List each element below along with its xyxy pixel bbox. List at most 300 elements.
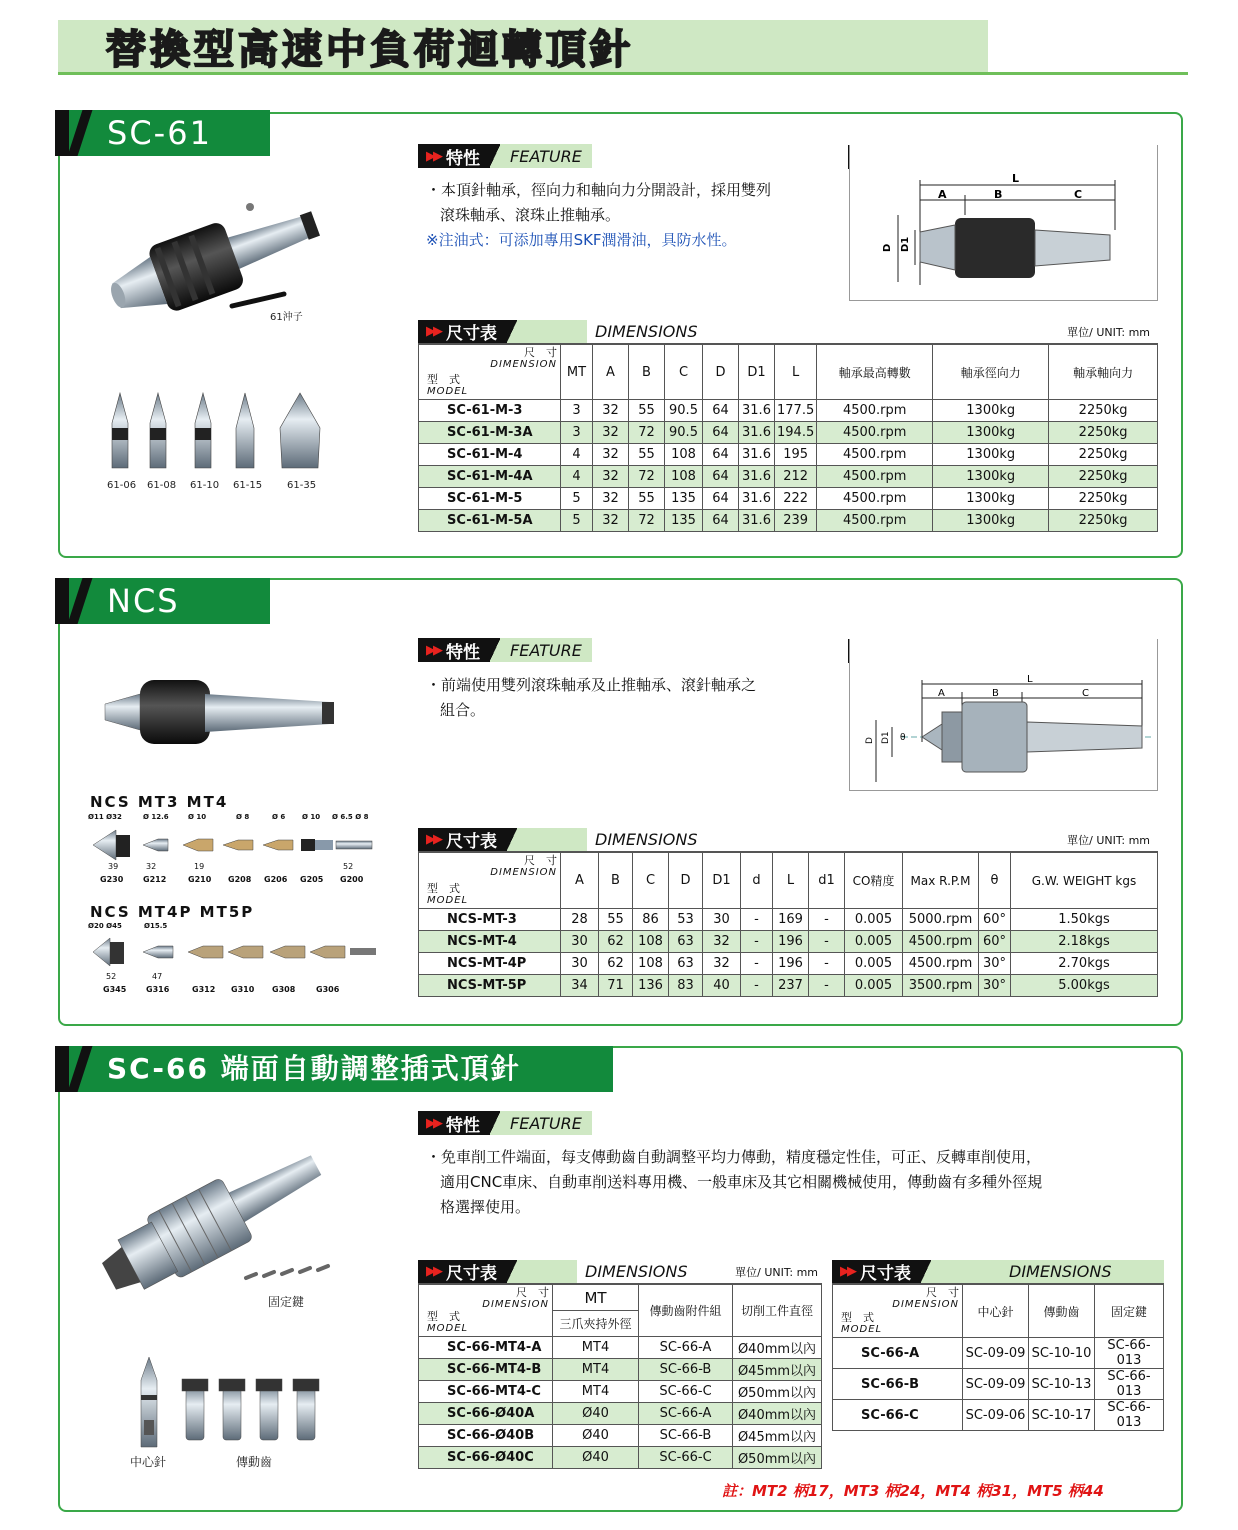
col-header: CO精度 — [845, 853, 903, 909]
value-cell: 32 — [593, 400, 629, 422]
value-cell: 3500.rpm — [903, 975, 979, 997]
part-caption: Ø20 Ø45 — [88, 922, 122, 930]
table-row — [419, 444, 1158, 466]
table-row — [419, 510, 1158, 532]
value-cell: 1300kg — [933, 488, 1049, 510]
value-cell: 4500.rpm — [903, 953, 979, 975]
ncs-product-image — [100, 672, 340, 752]
value-cell: 195 — [775, 444, 817, 466]
model-cell: SC-66-Ø40A — [419, 1403, 553, 1425]
value-cell: SC-10-10 — [1029, 1338, 1095, 1369]
feature-line: ・免車削工件端面，每支傳動齒自動調整平均力傳動，精度穩定性佳，可正、反轉車削使用， — [426, 1148, 1042, 1166]
part-caption: G210 — [188, 875, 212, 884]
value-cell: 4500.rpm — [817, 400, 933, 422]
value-cell: SC-10-17 — [1029, 1400, 1095, 1431]
table-row — [419, 422, 1158, 444]
ncs-set1-codes — [88, 862, 378, 887]
value-cell: 5 — [561, 488, 593, 510]
sc61-dimension-table — [418, 344, 1158, 532]
value-cell: 72 — [629, 510, 665, 532]
value-cell: 4500.rpm — [903, 931, 979, 953]
feature-note: ※注油式：可添加專用SKF潤滑油，具防水性。 — [426, 231, 737, 249]
value-cell: Ø40 — [553, 1403, 639, 1425]
col-header: MT — [561, 345, 593, 400]
value-cell: 55 — [629, 488, 665, 510]
feature-line: 組合。 — [440, 701, 486, 719]
value-cell: 194.5 — [775, 422, 817, 444]
table-corner: 尺 寸 DIMENSION 型 式 MODEL — [419, 1285, 553, 1337]
value-cell: 108 — [633, 931, 669, 953]
value-cell: 108 — [633, 953, 669, 975]
model-cell: SC-66-Ø40C — [419, 1447, 553, 1469]
model-cell: SC-61-M-5 — [419, 488, 561, 510]
value-cell: 64 — [703, 422, 739, 444]
sc66-feature-text — [426, 1145, 1166, 1220]
value-cell: 30° — [979, 953, 1011, 975]
value-cell: 212 — [775, 466, 817, 488]
part-caption: G316 — [146, 985, 170, 994]
value-cell: 32 — [593, 422, 629, 444]
col-header: C — [665, 345, 703, 400]
table-corner: 尺 寸 DIMENSION 型 式 MODEL — [833, 1285, 963, 1338]
dim-letter: B — [994, 188, 1003, 201]
value-cell: 63 — [669, 953, 703, 975]
model-cell: SC-66-C — [833, 1400, 963, 1431]
dim-letter: L — [1012, 172, 1020, 185]
sc61-tab: SC-61 — [55, 110, 270, 156]
value-cell: 32 — [593, 488, 629, 510]
model-cell: SC-66-B — [833, 1369, 963, 1400]
value-cell: 31.6 — [739, 466, 775, 488]
part-caption: G230 — [100, 875, 124, 884]
part-caption: G306 — [316, 985, 340, 994]
model-cell: NCS-MT-5P — [419, 975, 561, 997]
value-cell: 4500.rpm — [817, 422, 933, 444]
table-row — [419, 1381, 822, 1403]
value-cell: 1300kg — [933, 400, 1049, 422]
model-cell: SC-61-M-4A — [419, 466, 561, 488]
page-title: 替換型高速中負荷迴轉頂針 — [106, 27, 634, 73]
value-cell: 31.6 — [739, 400, 775, 422]
footnote: 註：MT2 柄17，MT3 柄24，MT4 柄31，MT5 柄44 — [722, 1482, 1104, 1500]
value-cell: - — [741, 953, 773, 975]
value-cell: 2250kg — [1049, 466, 1158, 488]
col-header: D1 — [703, 853, 741, 909]
value-cell: 222 — [775, 488, 817, 510]
value-cell: 60° — [979, 931, 1011, 953]
col-header: D — [669, 853, 703, 909]
dim-letter: θ — [900, 733, 906, 743]
value-cell: Ø45mm以內 — [733, 1359, 822, 1381]
part-caption: Ø 8 — [236, 813, 250, 821]
value-cell: 64 — [703, 400, 739, 422]
col-header: 軸承軸向力 — [1049, 345, 1158, 400]
value-cell: 177.5 — [775, 400, 817, 422]
value-cell: 5000.rpm — [903, 909, 979, 931]
value-cell: SC-66-C — [639, 1381, 733, 1403]
value-cell: SC-09-09 — [963, 1369, 1029, 1400]
value-cell: 4500.rpm — [817, 488, 933, 510]
fixed-key-label: 固定鍵 — [268, 1295, 305, 1309]
value-cell: 31.6 — [739, 510, 775, 532]
value-cell: SC-66-B — [639, 1359, 733, 1381]
value-cell: SC-66-013 — [1095, 1338, 1164, 1369]
ncs-tab: NCS — [55, 578, 270, 624]
value-cell: 55 — [629, 400, 665, 422]
dim-letter: A — [938, 188, 947, 201]
fixed-key-image — [240, 1258, 335, 1288]
value-cell: 32 — [593, 466, 629, 488]
col-header: d — [741, 853, 773, 909]
col-header: L — [773, 853, 809, 909]
value-cell: SC-66-013 — [1095, 1369, 1164, 1400]
sc66-feature-header: ▶▶ 特性 FEATURE — [418, 1111, 613, 1135]
value-cell: 108 — [665, 444, 703, 466]
table-row — [833, 1369, 1164, 1400]
col-header: θ — [979, 853, 1011, 909]
ncs-feature-header: ▶▶ 特性 FEATURE — [418, 638, 613, 662]
value-cell: 32 — [703, 953, 741, 975]
table-corner: 尺 寸 DIMENSION 型 式 MODEL — [419, 853, 561, 909]
dim-letter: C — [1082, 688, 1089, 699]
value-cell: 0.005 — [845, 975, 903, 997]
drive-teeth-label: 傳動齒 — [236, 1455, 273, 1469]
value-cell: 2250kg — [1049, 444, 1158, 466]
value-cell: 239 — [775, 510, 817, 532]
value-cell: 30° — [979, 975, 1011, 997]
value-cell: MT4 — [553, 1337, 639, 1359]
value-cell: 4500.rpm — [817, 466, 933, 488]
double-arrow-icon: ▶▶ — [840, 1264, 854, 1279]
part-caption: G308 — [272, 985, 296, 994]
dimension-number: 52 — [343, 862, 354, 871]
value-cell: 2.70kgs — [1011, 953, 1158, 975]
sc61-feature-header: ▶▶ 特性 FEATURE — [418, 144, 613, 168]
part-caption: G200 — [340, 875, 364, 884]
col-header: C — [633, 853, 669, 909]
value-cell: 1300kg — [933, 422, 1049, 444]
value-cell: 5.00kgs — [1011, 975, 1158, 997]
ncs-dimension-table — [418, 852, 1158, 997]
value-cell: Ø50mm以內 — [733, 1447, 822, 1469]
value-cell: 135 — [665, 488, 703, 510]
model-cell: NCS-MT-4 — [419, 931, 561, 953]
ncs-set1-diameters — [88, 813, 378, 825]
double-arrow-icon: ▶▶ — [426, 148, 440, 164]
value-cell: 5 — [561, 510, 593, 532]
model-cell: NCS-MT-3 — [419, 909, 561, 931]
sc61-drawing-svg — [870, 170, 1155, 295]
table-row — [419, 466, 1158, 488]
part-caption: G206 — [264, 875, 288, 884]
value-cell: 31.6 — [739, 422, 775, 444]
value-cell: 196 — [773, 931, 809, 953]
part-caption: Ø11 Ø32 — [88, 813, 122, 821]
part-caption: Ø 12.6 — [143, 813, 169, 821]
value-cell: Ø40mm以內 — [733, 1403, 822, 1425]
part-caption: G205 — [300, 875, 324, 884]
value-cell: 1300kg — [933, 510, 1049, 532]
col-header: 傳動齒 — [1029, 1285, 1095, 1338]
value-cell: 55 — [629, 444, 665, 466]
value-cell: - — [809, 931, 845, 953]
sc66-table2-header: ▶▶ 尺寸表 DIMENSIONS — [832, 1260, 1164, 1284]
value-cell: 2.18kgs — [1011, 931, 1158, 953]
col-header: A — [593, 345, 629, 400]
part-caption: G310 — [231, 985, 255, 994]
value-cell: 1300kg — [933, 444, 1049, 466]
value-cell: 4 — [561, 466, 593, 488]
value-cell: 62 — [599, 931, 633, 953]
value-cell: 30 — [561, 953, 599, 975]
value-cell: 90.5 — [665, 422, 703, 444]
col-header: Max R.P.M — [903, 853, 979, 909]
value-cell: 4500.rpm — [817, 444, 933, 466]
value-cell: 2250kg — [1049, 488, 1158, 510]
dim-letter: L — [1027, 674, 1033, 685]
dim-letter: B — [992, 688, 999, 699]
value-cell: MT4 — [553, 1381, 639, 1403]
col-header: D — [703, 345, 739, 400]
dimension-number: 52 — [106, 972, 117, 981]
col-header: B — [599, 853, 633, 909]
table-row — [419, 488, 1158, 510]
col-header: MT — [553, 1285, 639, 1311]
part-caption: Ø15.5 — [144, 922, 168, 930]
col-header: 中心針 — [963, 1285, 1029, 1338]
value-cell: 64 — [703, 510, 739, 532]
tip-label: 61-06 — [107, 480, 137, 491]
value-cell: SC-66-013 — [1095, 1400, 1164, 1431]
value-cell: 40 — [703, 975, 741, 997]
model-cell: NCS-MT-4P — [419, 953, 561, 975]
model-cell: SC-66-MT4-A — [419, 1337, 553, 1359]
value-cell: 32 — [703, 931, 741, 953]
ncs-feature-text — [426, 673, 846, 723]
value-cell: 136 — [633, 975, 669, 997]
value-cell: MT4 — [553, 1359, 639, 1381]
col-header: G.W. WEIGHT kgs — [1011, 853, 1158, 909]
dimension-number: 39 — [108, 862, 119, 871]
sc61-tips-image — [100, 388, 330, 473]
ncs-set2-codes — [88, 972, 378, 997]
value-cell: 32 — [593, 510, 629, 532]
table-row — [419, 1425, 822, 1447]
value-cell: Ø40mm以內 — [733, 1337, 822, 1359]
punch-image — [228, 290, 288, 310]
value-cell: 71 — [599, 975, 633, 997]
double-arrow-icon: ▶▶ — [426, 832, 440, 847]
col-header: B — [629, 345, 665, 400]
table-row — [419, 931, 1158, 953]
dim-letter: C — [1074, 188, 1083, 201]
dim-letter: D — [882, 243, 893, 252]
value-cell: 64 — [703, 444, 739, 466]
value-cell: 1.50kgs — [1011, 909, 1158, 931]
ncs-drawing-svg — [862, 672, 1152, 787]
drive-teeth-image — [178, 1375, 328, 1445]
dimension-number: 32 — [146, 862, 157, 871]
col-header: A — [561, 853, 599, 909]
value-cell: 3 — [561, 422, 593, 444]
value-cell: 30 — [703, 909, 741, 931]
tip-label: 61-10 — [190, 480, 220, 491]
value-cell: 32 — [593, 444, 629, 466]
part-caption: Ø 10 — [188, 813, 207, 821]
sc61-feature-text — [426, 178, 846, 253]
value-cell: 62 — [599, 953, 633, 975]
model-cell: SC-66-MT4-C — [419, 1381, 553, 1403]
value-cell: SC-66-B — [639, 1425, 733, 1447]
table-row — [419, 400, 1158, 422]
value-cell: 90.5 — [665, 400, 703, 422]
value-cell: 4 — [561, 444, 593, 466]
tip-label: 61-08 — [147, 480, 177, 491]
part-caption: G345 — [103, 985, 127, 994]
value-cell: 0.005 — [845, 953, 903, 975]
value-cell: - — [741, 975, 773, 997]
dim-letter: A — [938, 688, 945, 699]
ncs-set2-image — [88, 934, 378, 974]
value-cell: - — [809, 953, 845, 975]
value-cell: Ø45mm以內 — [733, 1425, 822, 1447]
value-cell: 2250kg — [1049, 400, 1158, 422]
table-row — [419, 909, 1158, 931]
ncs-set1-image — [88, 825, 378, 870]
double-arrow-icon: ▶▶ — [426, 324, 440, 339]
value-cell: 86 — [633, 909, 669, 931]
double-arrow-icon: ▶▶ — [426, 1115, 440, 1131]
feature-line: 格選擇使用。 — [440, 1198, 531, 1216]
value-cell: 55 — [599, 909, 633, 931]
value-cell: SC-66-A — [639, 1337, 733, 1359]
value-cell: SC-09-06 — [963, 1400, 1029, 1431]
col-header: 切削工件直徑 — [733, 1285, 822, 1337]
tip-label: 61-15 — [233, 480, 263, 491]
value-cell: 34 — [561, 975, 599, 997]
col-header: d1 — [809, 853, 845, 909]
value-cell: 63 — [669, 931, 703, 953]
ncs-table-header: ▶▶ 尺寸表 DIMENSIONS 單位/ UNIT: mm — [418, 828, 1158, 852]
value-cell: - — [741, 931, 773, 953]
value-cell: 2250kg — [1049, 510, 1158, 532]
feature-line: ・前端使用雙列滾珠軸承及止推軸承、滾針軸承之 — [426, 676, 757, 694]
value-cell: 135 — [665, 510, 703, 532]
feature-line: ・本頂針軸承，徑向力和軸向力分開設計，採用雙列 — [426, 181, 772, 199]
model-cell: SC-61-M-5A — [419, 510, 561, 532]
table-row — [419, 975, 1158, 997]
value-cell: 72 — [629, 466, 665, 488]
value-cell: 64 — [703, 488, 739, 510]
center-pin-label: 中心針 — [130, 1455, 167, 1469]
sc61-table-header: ▶▶ 尺寸表 DIMENSIONS 單位/ UNIT: mm — [418, 320, 1158, 344]
sc66-accessory-table — [832, 1284, 1164, 1431]
value-cell: 196 — [773, 953, 809, 975]
part-caption: Ø 10 — [302, 813, 321, 821]
value-cell: SC-09-09 — [963, 1338, 1029, 1369]
value-cell: 72 — [629, 422, 665, 444]
ncs-set2-diameters — [88, 922, 378, 934]
ncs-set1-title: NCS MT3 MT4 — [90, 793, 229, 811]
value-cell: - — [809, 909, 845, 931]
punch-label: 61沖子 — [270, 312, 303, 323]
dim-letter: D — [865, 737, 875, 744]
value-cell: 3 — [561, 400, 593, 422]
value-cell: 30 — [561, 931, 599, 953]
col-header: 軸承最高轉數 — [817, 345, 933, 400]
table-row — [419, 1447, 822, 1469]
tip-label: 61-35 — [287, 480, 317, 491]
model-cell: SC-66-Ø40B — [419, 1425, 553, 1447]
value-cell: 1300kg — [933, 466, 1049, 488]
value-cell: 169 — [773, 909, 809, 931]
value-cell: 28 — [561, 909, 599, 931]
col-header: L — [775, 345, 817, 400]
dimension-number: 47 — [152, 972, 163, 981]
value-cell: Ø40 — [553, 1425, 639, 1447]
part-caption: G312 — [192, 985, 216, 994]
col-header: D1 — [739, 345, 775, 400]
value-cell: 237 — [773, 975, 809, 997]
value-cell: 60° — [979, 909, 1011, 931]
part-caption: Ø 6 — [272, 813, 286, 821]
dim-letter: D1 — [900, 236, 911, 252]
table-row — [419, 1337, 822, 1359]
sc66-table1-header: ▶▶ 尺寸表 DIMENSIONS 單位/ UNIT: mm — [418, 1260, 822, 1284]
value-cell: SC-66-A — [639, 1403, 733, 1425]
table-row — [419, 1403, 822, 1425]
value-cell: 2250kg — [1049, 422, 1158, 444]
col-header: 固定鍵 — [1095, 1285, 1164, 1338]
value-cell: - — [809, 975, 845, 997]
model-cell: SC-61-M-3A — [419, 422, 561, 444]
col-header: 傳動齒附件組 — [639, 1285, 733, 1337]
part-caption: G212 — [143, 875, 167, 884]
value-cell: 108 — [665, 466, 703, 488]
model-cell: SC-66-A — [833, 1338, 963, 1369]
sc66-dimension-table — [418, 1284, 822, 1469]
feature-line: 滾珠軸承、滾珠止推軸承。 — [440, 206, 621, 224]
value-cell: 31.6 — [739, 488, 775, 510]
value-cell: Ø50mm以內 — [733, 1381, 822, 1403]
table-row — [833, 1400, 1164, 1431]
model-cell: SC-61-M-3 — [419, 400, 561, 422]
col-header: 軸承徑向力 — [933, 345, 1049, 400]
value-cell: SC-10-13 — [1029, 1369, 1095, 1400]
table-row — [833, 1338, 1164, 1369]
double-arrow-icon: ▶▶ — [426, 1264, 440, 1279]
dim-letter: D1 — [881, 731, 891, 744]
value-cell: - — [741, 909, 773, 931]
col-header: 三爪夾持外徑 — [553, 1311, 639, 1337]
value-cell: 4500.rpm — [817, 510, 933, 532]
model-cell: SC-66-MT4-B — [419, 1359, 553, 1381]
part-caption: Ø 6.5 Ø 8 — [332, 813, 369, 821]
table-row — [419, 1359, 822, 1381]
value-cell: SC-66-C — [639, 1447, 733, 1469]
value-cell: 83 — [669, 975, 703, 997]
sc66-tab: SC-66 端面自動調整插式頂針 — [55, 1046, 613, 1092]
ncs-set2-title: NCS MT4P MT5P — [90, 903, 255, 921]
value-cell: 53 — [669, 909, 703, 931]
value-cell: Ø40 — [553, 1447, 639, 1469]
double-arrow-icon: ▶▶ — [426, 642, 440, 658]
value-cell: 31.6 — [739, 444, 775, 466]
feature-line: 適用CNC車床、自動車削送料專用機、一般車床及其它相關機械使用，傳動齒有多種外徑規 — [440, 1173, 1043, 1191]
part-caption: G208 — [228, 875, 252, 884]
value-cell: 64 — [703, 466, 739, 488]
model-cell: SC-61-M-4 — [419, 444, 561, 466]
